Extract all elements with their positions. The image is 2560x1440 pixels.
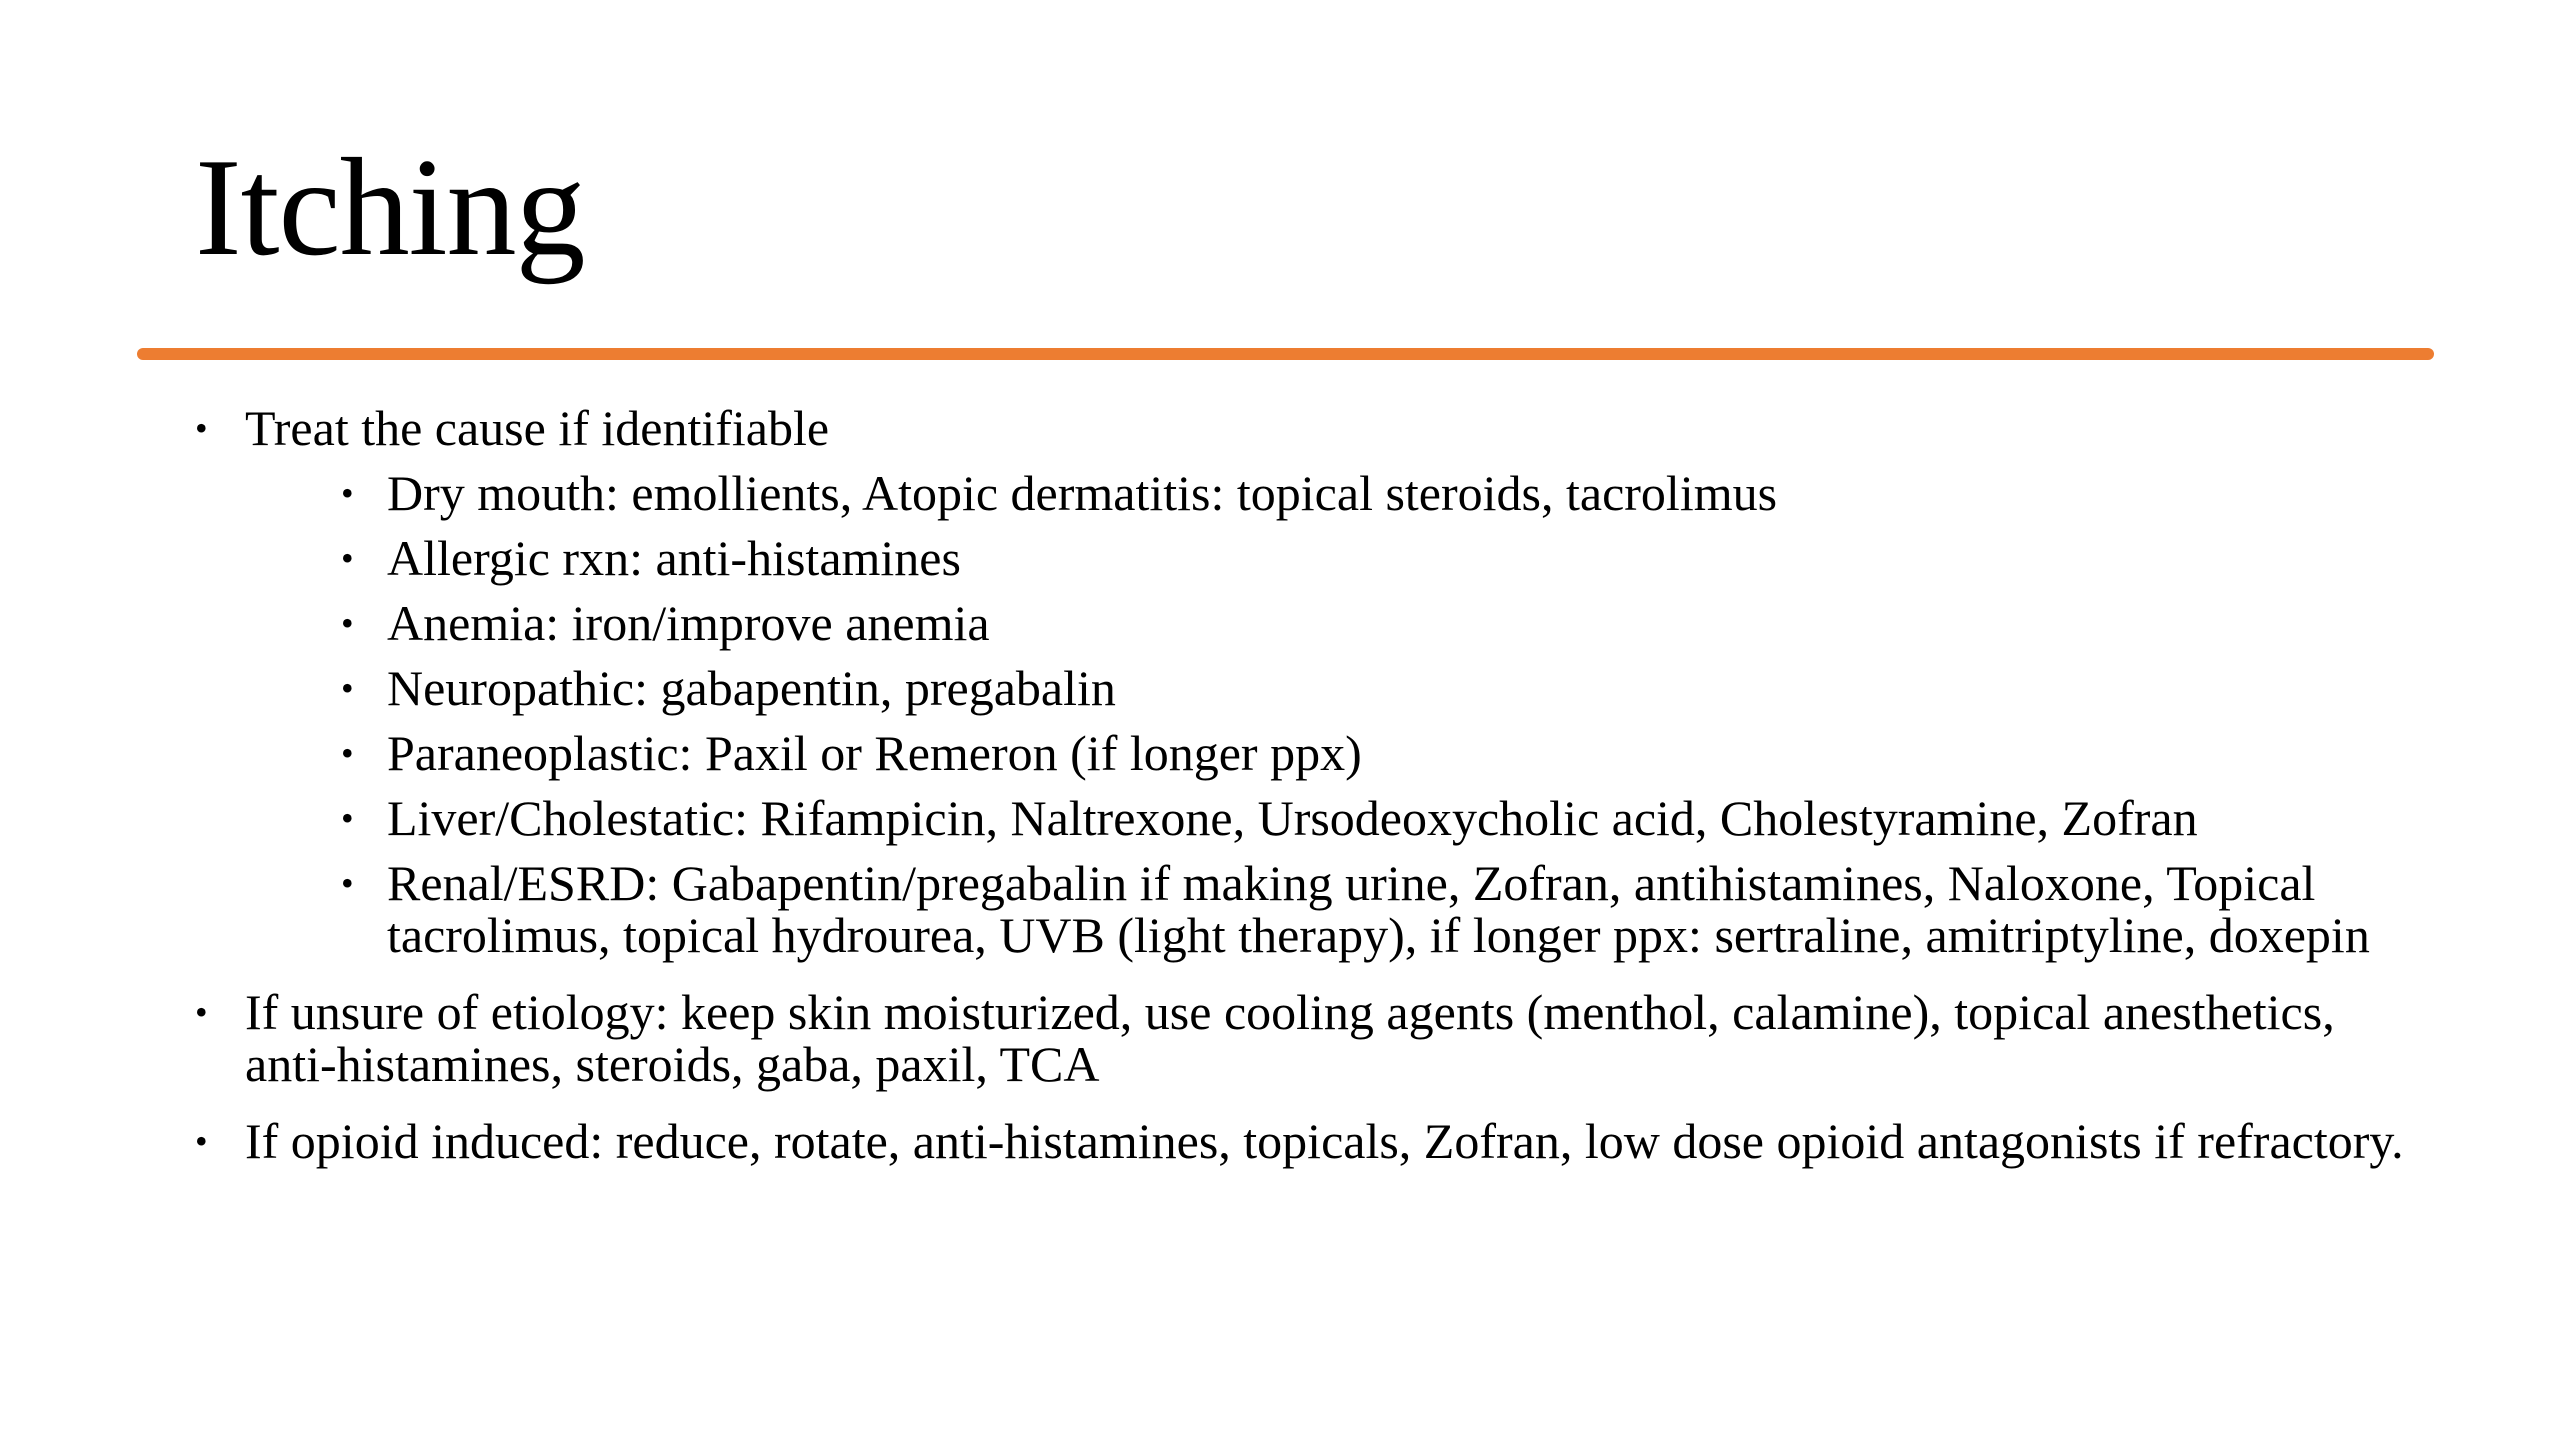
sub-bullet-item bbox=[341, 597, 2405, 649]
bullet-icon: • bbox=[341, 538, 354, 578]
sub-bullet-text: Neuropathic: gabapentin, pregabalin bbox=[387, 660, 1116, 716]
bullet-item-opioid-induced bbox=[195, 1115, 2405, 1167]
sub-bullet-text: Liver/Cholestatic: Rifampicin, Naltrexone, Ursodeoxycholic acid, Cholestyramine, Zofran bbox=[387, 790, 2198, 846]
bullet-icon: • bbox=[341, 473, 354, 513]
bullet-icon: • bbox=[341, 603, 354, 643]
sub-bullet-text: Paraneoplastic: Paxil or Remeron (if longer ppx) bbox=[387, 725, 1362, 781]
sub-bullet-item bbox=[341, 467, 2405, 519]
sub-bullet-text: Dry mouth: emollients, Atopic dermatitis: topical steroids, tacrolimus bbox=[387, 465, 1778, 521]
bullet-text: Treat the cause if identifiable bbox=[245, 400, 830, 456]
sub-bullet-item bbox=[341, 727, 2405, 779]
sub-bullet-item bbox=[341, 792, 2405, 844]
bullet-list bbox=[195, 402, 2405, 1167]
bullet-icon: • bbox=[195, 408, 208, 448]
sub-bullet-text: Allergic rxn: anti-histamines bbox=[387, 530, 961, 586]
bullet-icon: • bbox=[195, 1121, 208, 1161]
bullet-icon: • bbox=[341, 733, 354, 773]
title-divider bbox=[137, 348, 2434, 360]
bullet-item-unsure-etiology bbox=[195, 986, 2405, 1090]
sub-bullet-item bbox=[341, 662, 2405, 714]
sub-bullet-text: Anemia: iron/improve anemia bbox=[387, 595, 990, 651]
bullet-icon: • bbox=[195, 992, 208, 1032]
sub-bullet-item bbox=[341, 532, 2405, 584]
bullet-text: If unsure of etiology: keep skin moisturized, use cooling agents (menthol, calamine), topical anesthetics, anti-histamines, steroids, gaba, paxil, TCA bbox=[245, 984, 2335, 1092]
bullet-icon: • bbox=[341, 863, 354, 903]
bullet-text: If opioid induced: reduce, rotate, anti-histamines, topicals, Zofran, low dose opioid antagonists if refractory. bbox=[245, 1113, 2404, 1169]
sub-bullet-item bbox=[341, 857, 2405, 961]
bullet-icon: • bbox=[341, 668, 354, 708]
bullet-icon: • bbox=[341, 798, 354, 838]
bullet-item-treat-cause bbox=[195, 402, 2405, 961]
sub-bullet-text: Renal/ESRD: Gabapentin/pregabalin if making urine, Zofran, antihistamines, Naloxone, Topical tacrolimus, topical hydrourea, UVB (light therapy), if longer ppx: sertraline, amitriptyline, doxepin bbox=[387, 855, 2370, 963]
sub-bullet-list bbox=[245, 467, 2405, 961]
slide-body bbox=[195, 402, 2405, 1192]
slide-title: Itching bbox=[195, 130, 585, 285]
